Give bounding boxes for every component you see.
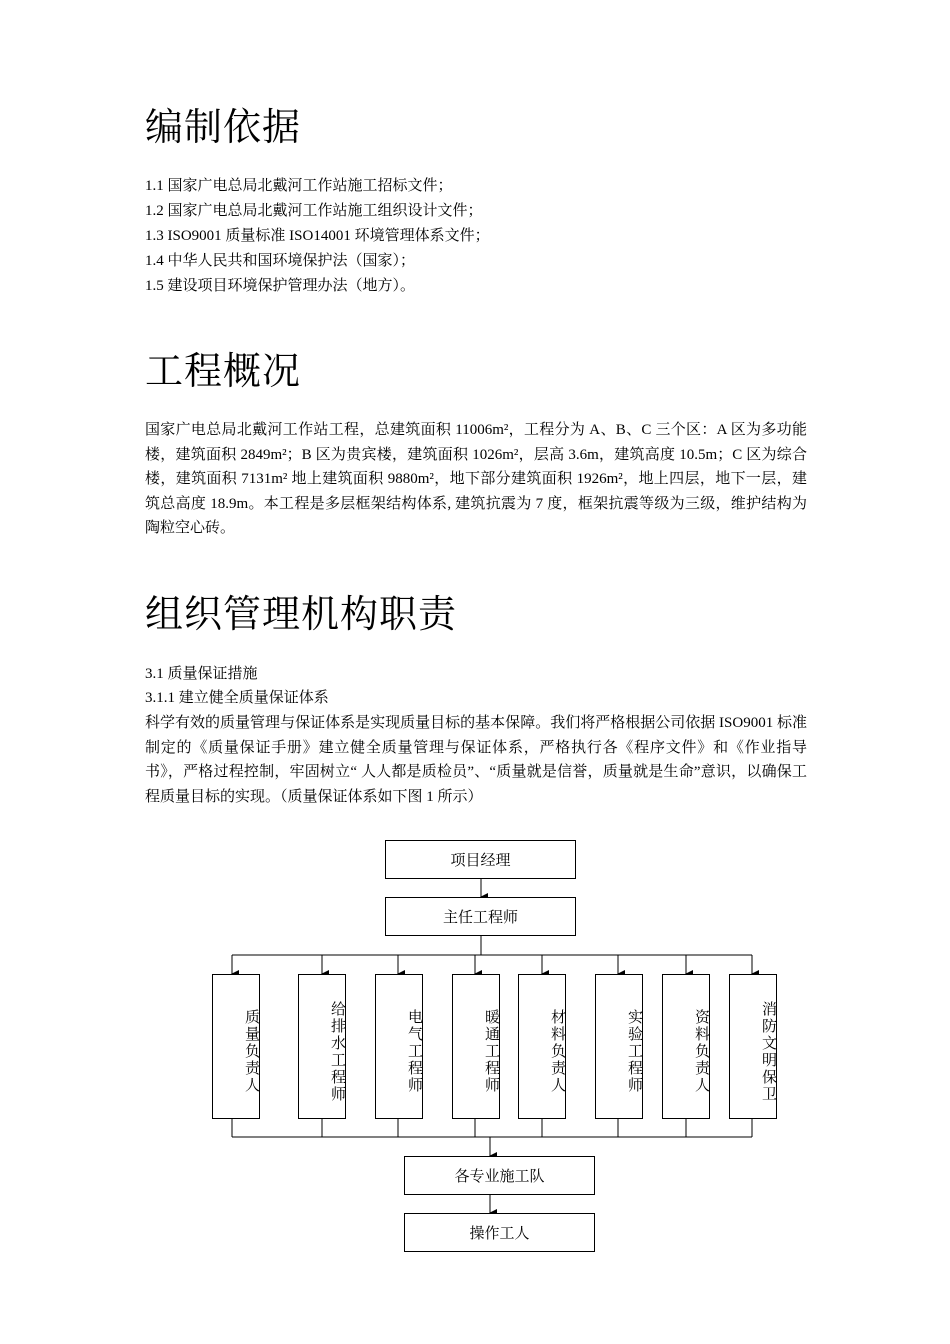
overview-paragraph: 国家广电总局北戴河工作站工程，总建筑面积 11006m²，工程分为 A、B、C 三个区：A 区为多功能楼，建筑面积 2849m²；B 区为贵宾楼，建筑面积 1026m²，层高 3.6m，建筑高度 10.5m；C 区为综合楼，建筑面积 7131m² 地上建筑面积 9880m²，地下部分建筑面积 1926m²，地上四层，地下一层，建筑总高度 18.9m。本工程是多层框架结构体系, 建筑抗震为 7 度，框架抗震等级为三级，维护结构为陶粒空心砖。	[145, 422, 807, 536]
org-box-role: 给排水工程师	[298, 974, 346, 1119]
org-box-chief-engineer: 主任工程师	[385, 897, 576, 936]
org-box-role: 消防文明保卫	[729, 974, 777, 1119]
basis-item: 1.3 ISO9001 质量标准 ISO14001 环境管理体系文件；	[145, 228, 490, 244]
org-box-role: 电气工程师	[375, 974, 423, 1119]
org-box-role: 资料负责人	[662, 974, 710, 1119]
basis-item: 1.5 建设项目环境保护管理办法（地方）。	[145, 278, 416, 294]
org-box-construction-teams: 各专业施工队	[404, 1156, 595, 1195]
heading-basis: 编制依据	[145, 105, 302, 149]
basis-item: 1.2 国家广电总局北戴河工作站施工组织设计文件；	[145, 203, 483, 219]
basis-item: 1.1 国家广电总局北戴河工作站施工招标文件；	[145, 178, 453, 194]
org-box-role: 暖通工程师	[452, 974, 500, 1119]
basis-item: 1.4 中华人民共和国环境保护法（国家）；	[145, 253, 416, 269]
heading-overview: 工程概况	[145, 349, 302, 393]
heading-organization: 组织管理机构职责	[145, 592, 458, 636]
subheading-system: 3.1.1 建立健全质量保证体系	[145, 690, 329, 706]
org-box-workers: 操作工人	[404, 1213, 595, 1252]
org-box-project-manager: 项目经理	[385, 840, 576, 879]
org-box-role: 材料负责人	[518, 974, 566, 1119]
quality-paragraph: 科学有效的质量管理与保证体系是实现质量目标的基本保障。我们将严格根据公司依据 ISO9001 标准制定的《质量保证手册》建立健全质量管理与保证体系，严格执行各《程序文件》和《作业指导书》，严格过程控制，牢固树立“ 人人都是质检员”、“质量就是信誉，质量就是生命”意识，以确保工程质量目标的实现。（质量保证体系如下图 1 所示）	[145, 715, 807, 805]
org-box-role: 质量负责人	[212, 974, 260, 1119]
subheading-quality: 3.1 质量保证措施	[145, 666, 258, 682]
org-box-role: 实验工程师	[595, 974, 643, 1119]
